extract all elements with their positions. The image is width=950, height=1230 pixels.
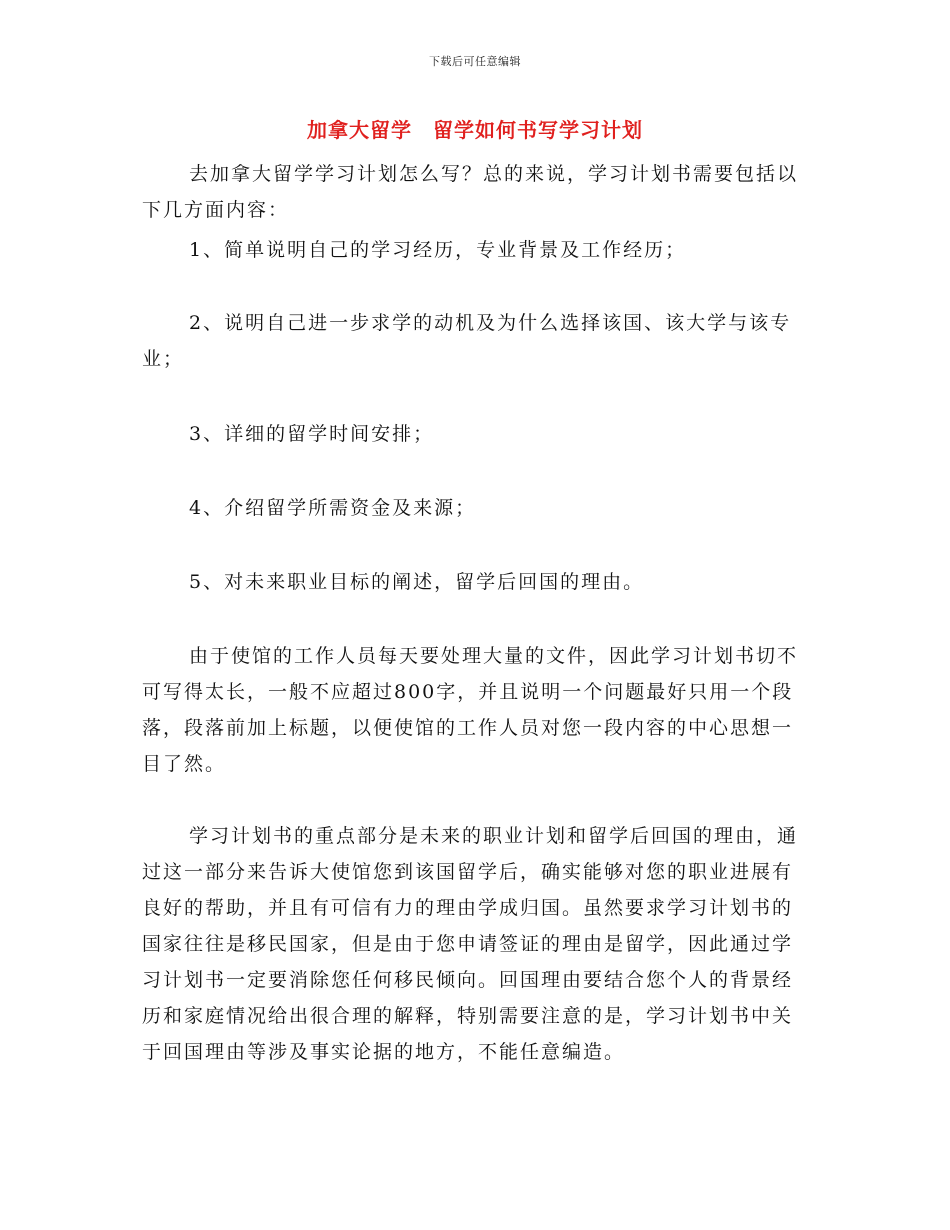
intro-paragraph: 去加拿大留学学习计划怎么写？总的来说，学习计划书需要包括以下几方面内容： xyxy=(142,163,799,221)
header-note: 下载后可任意编辑 xyxy=(429,55,521,68)
list-item-3: 3、详细的留学时间安排； xyxy=(189,423,435,445)
paragraph-focus-advice: 学习计划书的重点部分是未来的职业计划和留学后回国的理由，通过这一部分来告诉大使馆您到该国留学后，确实能够对您的职业进展有良好的帮助，并且有可信有力的理由学成归国。虽然要求学习计划书的国家往往是移民国家，但是由于您申请签证的理由是留学，因此通过学习计划书一定要消除您任何移民倾向。回国理由要结合您个人的背景经历和家庭情况给出很合理的解释，特别需要注意的是，学习计划书中关于回国理由等涉及事实论据的地方，不能任意编造。 xyxy=(142,825,799,1063)
list-item-2: 2、说明自己进一步求学的动机及为什么选择该国、该大学与该专业； xyxy=(142,312,792,370)
list-item-1: 1、简单说明自己的学习经历，专业背景及工作经历； xyxy=(189,239,687,261)
document-title: 加拿大留学 留学如何书写学习计划 xyxy=(307,118,643,142)
list-item-5: 5、对未来职业目标的阐述，留学后回国的理由。 xyxy=(189,571,645,593)
list-item-4: 4、介绍留学所需资金及来源； xyxy=(189,497,477,519)
paragraph-length-advice: 由于使馆的工作人员每天要处理大量的文件，因此学习计划书切不可写得太长，一般不应超过800字，并且说明一个问题最好只用一个段落，段落前加上标题，以便使馆的工作人员对您一段内容的中心思想一目了然。 xyxy=(142,645,799,775)
